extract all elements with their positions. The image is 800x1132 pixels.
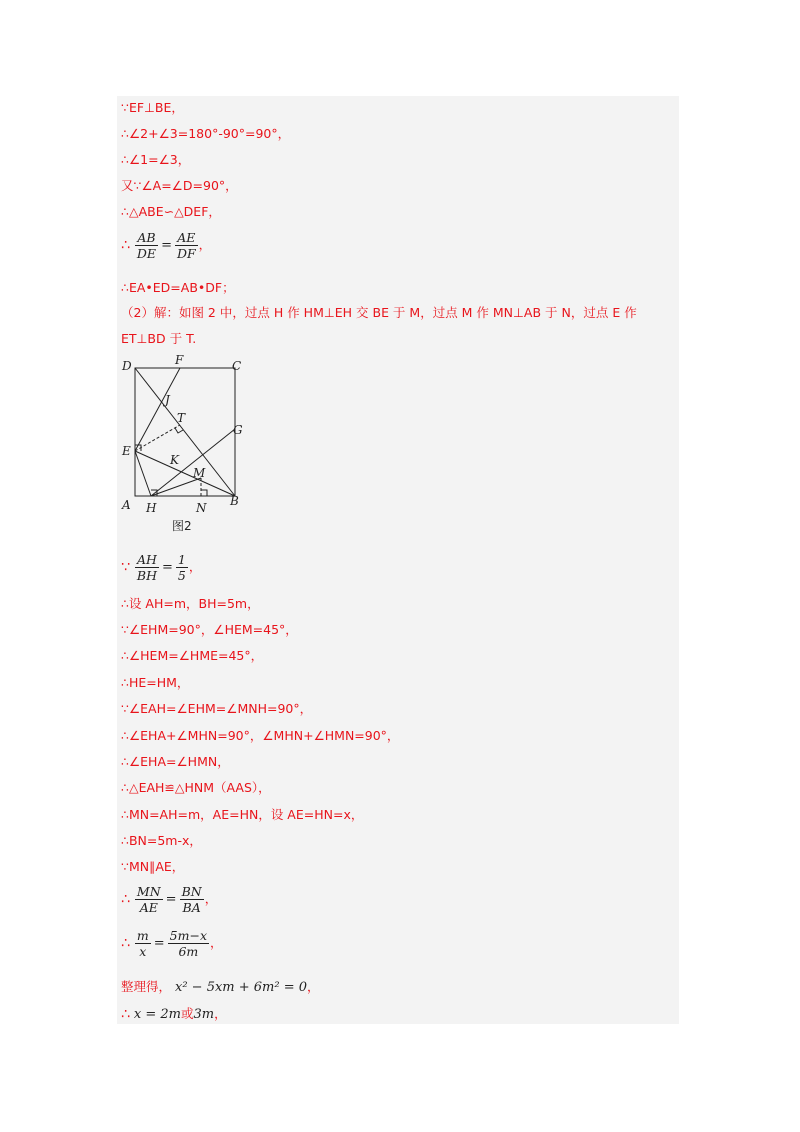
geometry-figure-2 (117, 352, 247, 536)
therefore-symbol: ∴ (121, 237, 130, 254)
segment-eh (135, 451, 151, 496)
step-23 (121, 979, 320, 996)
denominator: 6m (178, 944, 199, 959)
step-3: ∴∠1=∠3， (121, 152, 191, 167)
step-24 (121, 1006, 227, 1023)
comma: ， (198, 237, 212, 252)
label-t: T (177, 411, 186, 425)
step-9-fraction-eq (121, 552, 201, 583)
numerator: 1 (177, 552, 186, 567)
step-7: ∴EA•ED=AB•DF； (121, 280, 235, 295)
solution-x-2m: x = 2m (133, 1007, 181, 1022)
label-c: C (232, 359, 242, 373)
step-4: 又∵∠A=∠D=90°， (121, 178, 238, 193)
solution-3m: 3m (193, 1007, 215, 1022)
denominator: x (139, 944, 147, 959)
label-j: J (165, 393, 170, 407)
fraction-bn-ba (180, 884, 204, 915)
figure-svg (117, 352, 247, 536)
segment-hm (151, 478, 201, 496)
numerator: m (136, 928, 149, 943)
comma: ， (214, 1006, 227, 1021)
segment-hg (151, 429, 235, 496)
denominator: AE (139, 900, 158, 915)
fraction-mn-ae (135, 884, 163, 915)
label-n: N (196, 501, 207, 515)
label-k: K (170, 453, 179, 467)
or-word: 或 (181, 1006, 194, 1021)
therefore-symbol: ∴ (121, 1006, 130, 1023)
equals-sign: = (162, 559, 173, 575)
part-2-intro: （2）解：如图 2 中，过点 H 作 HM⊥EH 交 BE 于 M，过点 M 作 MN⊥AB 于 N，过点 E 作 ET⊥BD 于 T. (121, 305, 637, 346)
fraction-ah-bh (135, 552, 159, 583)
numerator: AB (135, 230, 158, 246)
denominator: 5 (177, 568, 186, 583)
prefix-text: 整理得， (121, 979, 172, 994)
fraction-m-x (135, 928, 151, 959)
step-12: ∴∠HEM=∠HME=45°， (121, 648, 264, 663)
equals-sign: = (161, 237, 172, 253)
step-17: ∴△EAH≌△HNM（AAS）， (121, 780, 271, 795)
step-1: ∵EF⊥BE， (121, 100, 184, 115)
comma: ， (210, 935, 223, 950)
equals-sign: = (153, 935, 165, 951)
step-22-fraction-eq (121, 928, 223, 959)
step-6-fraction-eq (121, 230, 211, 261)
step-16: ∴∠EHA=∠HMN， (121, 754, 230, 769)
step-14: ∵∠EAH=∠EHM=∠MNH=90°， (121, 701, 313, 716)
comma: ， (188, 559, 202, 574)
right-angle-mark-n (201, 490, 207, 496)
label-b: B (230, 494, 239, 508)
label-a: A (122, 498, 131, 512)
label-m: M (193, 466, 206, 480)
fraction-ae-df (175, 230, 198, 261)
step-18: ∴MN=AH=m，AE=HN，设 AE=HN=x， (121, 807, 364, 822)
therefore-symbol: ∴ (121, 935, 130, 952)
numerator: AH (135, 552, 159, 568)
segment-eb (135, 451, 235, 496)
label-f: F (175, 353, 184, 367)
step-13: ∴HE=HM， (121, 675, 190, 690)
step-20: ∵MN∥AE， (121, 859, 185, 874)
fraction-one-fifth (176, 552, 188, 583)
quadratic-equation: x² − 5xm + 6m² = 0 (175, 980, 308, 995)
numerator: BN (181, 884, 202, 899)
comma: ， (307, 979, 320, 994)
step-5: ∴△ABE∽△DEF， (121, 204, 221, 219)
numerator: 5m−x (169, 928, 208, 943)
label-g: G (233, 423, 243, 437)
denominator: DF (176, 246, 196, 261)
comma: ， (204, 891, 218, 906)
step-19: ∴BN=5m-x， (121, 833, 202, 848)
right-angle-mark-t (175, 428, 183, 433)
step-10: ∴设 AH=m，BH=5m， (121, 596, 260, 611)
label-e: E (122, 444, 131, 458)
fraction-ab-de (135, 230, 158, 261)
numerator: MN (136, 884, 161, 899)
fraction-5m-minus-x-6m (168, 928, 209, 959)
step-21-fraction-eq (121, 884, 217, 915)
diagonal-db (135, 368, 235, 496)
figure-caption: 图2 (172, 519, 192, 533)
step-11: ∵∠EHM=90°，∠HEM=45°， (121, 622, 298, 637)
denominator: DE (136, 246, 157, 261)
equals-sign: = (165, 891, 177, 907)
because-symbol: ∵ (121, 559, 130, 576)
denominator: BH (136, 568, 157, 583)
label-d: D (122, 359, 132, 373)
denominator: BA (182, 900, 201, 915)
therefore-symbol: ∴ (121, 891, 130, 908)
step-2: ∴∠2+∠3=180°-90°=90°， (121, 126, 291, 141)
label-h: H (146, 501, 157, 515)
numerator: AE (175, 230, 198, 246)
step-15: ∴∠EHA+∠MHN=90°，∠MHN+∠HMN=90°， (121, 728, 400, 743)
